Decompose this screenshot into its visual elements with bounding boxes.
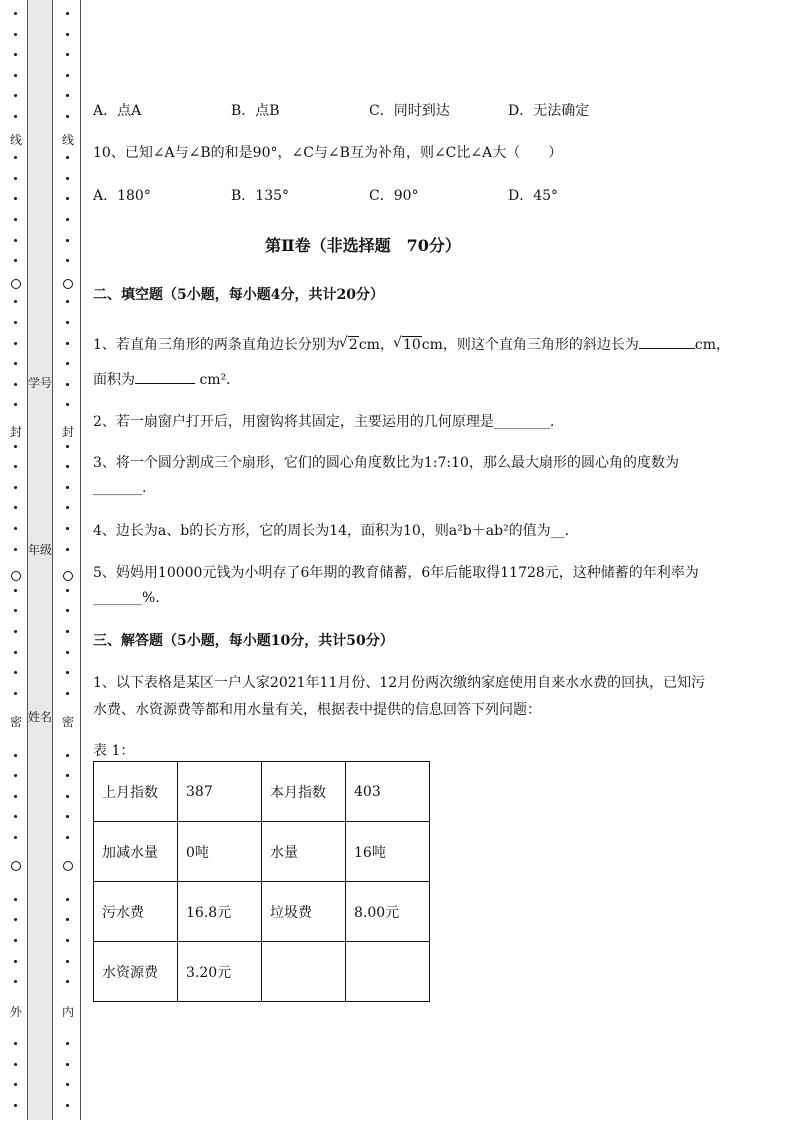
dot bbox=[66, 300, 69, 303]
part2-title: 第Ⅱ卷（非选择题 70分） bbox=[265, 236, 461, 255]
dot bbox=[14, 445, 17, 448]
dot bbox=[14, 259, 17, 262]
table-cell: 垃圾费 bbox=[262, 882, 346, 942]
dot bbox=[66, 960, 69, 963]
solve-heading: 三、解答题（5小题，每小题10分，共计50分） bbox=[93, 633, 394, 649]
dot bbox=[14, 692, 17, 695]
q10-option-c: C．90° bbox=[369, 188, 419, 204]
dot bbox=[14, 300, 17, 303]
fill-in-heading: 二、填空题（5小题，每小题4分，共计20分） bbox=[93, 287, 384, 303]
table-row bbox=[94, 762, 430, 822]
fill-q4: 4、边长为a、b的长方形，它的周长为14，面积为10，则a²b＋ab²的值为__． bbox=[93, 523, 579, 539]
dot bbox=[14, 239, 17, 242]
dot bbox=[14, 774, 17, 777]
cut-line-label: 封 bbox=[61, 425, 74, 439]
circle-mark-icon bbox=[11, 861, 21, 871]
fill-q3-line1: 3、将一个圆分割成三个扇形，它们的圆心角度数比为1:7:10，那么最大扇形的圆心角的度数为 bbox=[93, 455, 679, 471]
fill-q2: 2、若一扇窗户打开后，用窗钩将其固定，主要运用的几何原理是________. bbox=[93, 414, 555, 430]
dot bbox=[14, 53, 17, 56]
table-cell bbox=[262, 942, 346, 1002]
q9-option-c: C．同时到达 bbox=[369, 103, 450, 119]
fill-q5-line2: _______%. bbox=[93, 590, 160, 606]
dot bbox=[66, 898, 69, 901]
dot bbox=[14, 651, 17, 654]
dot bbox=[66, 74, 69, 77]
dot bbox=[14, 918, 17, 921]
dot bbox=[14, 33, 17, 36]
q9-option-a: A．点A bbox=[93, 103, 142, 119]
dot bbox=[14, 94, 17, 97]
dot bbox=[66, 506, 69, 509]
student-number-label: 学号 bbox=[28, 376, 53, 390]
dot bbox=[66, 197, 69, 200]
table-row bbox=[94, 822, 430, 882]
dot bbox=[66, 1042, 69, 1045]
dot bbox=[14, 836, 17, 839]
dot bbox=[14, 177, 17, 180]
dot bbox=[66, 156, 69, 159]
dot bbox=[66, 445, 69, 448]
dot bbox=[66, 362, 69, 365]
sqrt-symbol: √ 2 bbox=[340, 337, 359, 353]
circle-mark-icon bbox=[11, 279, 21, 289]
dot bbox=[14, 960, 17, 963]
dot bbox=[14, 1063, 17, 1066]
q10-option-a: A．180° bbox=[93, 188, 151, 204]
water-fee-table bbox=[93, 761, 430, 1002]
dot bbox=[14, 74, 17, 77]
dot bbox=[66, 53, 69, 56]
dot bbox=[66, 774, 69, 777]
dot bbox=[14, 383, 17, 386]
dot bbox=[14, 815, 17, 818]
dot bbox=[14, 548, 17, 551]
dot bbox=[66, 218, 69, 221]
dot bbox=[66, 589, 69, 592]
dot bbox=[14, 630, 17, 633]
table-cell: 16.8元 bbox=[178, 882, 262, 942]
dot bbox=[66, 177, 69, 180]
cut-line-label: 内 bbox=[61, 1005, 74, 1019]
dot bbox=[66, 671, 69, 674]
dot bbox=[14, 527, 17, 530]
dot bbox=[66, 239, 69, 242]
q9-option-d: D．无法确定 bbox=[508, 103, 590, 119]
table-row bbox=[94, 942, 430, 1002]
fill-q5-line1: 5、妈妈用10000元钱为小明存了6年期的教育储蓄，6年后能取得11728元，这种储蓄的年利率为 bbox=[93, 565, 699, 581]
dot bbox=[14, 342, 17, 345]
q10-option-b: B．135° bbox=[231, 188, 290, 204]
dot bbox=[66, 1104, 69, 1107]
answer-blank bbox=[639, 336, 695, 349]
q9-option-b: B．点B bbox=[231, 103, 280, 119]
table-cell: 加减水量 bbox=[94, 822, 178, 882]
solve-q1-line2: 水费、水资源费等都和用水量有关，根据表中提供的信息回答下列问题： bbox=[93, 702, 541, 718]
dot bbox=[66, 342, 69, 345]
dot bbox=[14, 362, 17, 365]
dot bbox=[66, 692, 69, 695]
dot bbox=[66, 815, 69, 818]
dot bbox=[14, 671, 17, 674]
dot bbox=[66, 259, 69, 262]
fill-q3-line2: _______. bbox=[93, 480, 147, 496]
dot bbox=[66, 548, 69, 551]
dot bbox=[66, 1083, 69, 1086]
table-cell: 上月指数 bbox=[94, 762, 178, 822]
dot bbox=[66, 754, 69, 757]
dot bbox=[14, 939, 17, 942]
cut-line-label: 密 bbox=[9, 715, 22, 729]
grade-label: 年级 bbox=[28, 543, 53, 557]
q10-stem: 10、已知∠A与∠B的和是90°，∠C与∠B互为补角，则∠C比∠A大（ ） bbox=[93, 145, 563, 161]
table-cell: 本月指数 bbox=[262, 762, 346, 822]
dot bbox=[14, 1083, 17, 1086]
dot bbox=[66, 486, 69, 489]
dot bbox=[14, 898, 17, 901]
dot bbox=[66, 33, 69, 36]
dot bbox=[14, 506, 17, 509]
circle-mark-icon bbox=[11, 571, 21, 581]
circle-mark-icon bbox=[63, 571, 73, 581]
dot bbox=[14, 589, 17, 592]
circle-mark-icon bbox=[63, 279, 73, 289]
dot bbox=[66, 383, 69, 386]
dot bbox=[14, 465, 17, 468]
table-cell: 8.00元 bbox=[346, 882, 430, 942]
table-cell: 403 bbox=[346, 762, 430, 822]
table-caption: 表 1： bbox=[93, 743, 135, 759]
outer-cut-line bbox=[8, 0, 24, 1123]
cut-line-label: 线 bbox=[9, 133, 22, 147]
dot bbox=[14, 980, 17, 983]
dot bbox=[66, 527, 69, 530]
dot bbox=[66, 918, 69, 921]
dot bbox=[14, 795, 17, 798]
dot bbox=[66, 836, 69, 839]
table-cell bbox=[346, 942, 430, 1002]
dot bbox=[66, 939, 69, 942]
dot bbox=[14, 218, 17, 221]
dot bbox=[66, 795, 69, 798]
q10-option-d: D．45° bbox=[508, 188, 559, 204]
dot bbox=[14, 486, 17, 489]
cut-line-label: 密 bbox=[61, 715, 74, 729]
dot bbox=[66, 115, 69, 118]
dot bbox=[14, 1042, 17, 1045]
dot bbox=[14, 115, 17, 118]
cut-line-label: 封 bbox=[9, 425, 22, 439]
name-label: 姓名 bbox=[28, 710, 53, 724]
dot bbox=[66, 12, 69, 15]
dot bbox=[14, 1104, 17, 1107]
dot bbox=[66, 1063, 69, 1066]
sqrt-symbol: √ 10 bbox=[394, 337, 422, 353]
table-cell: 3.20元 bbox=[178, 942, 262, 1002]
dot bbox=[66, 465, 69, 468]
dot bbox=[14, 403, 17, 406]
dot bbox=[66, 980, 69, 983]
circle-mark-icon bbox=[63, 861, 73, 871]
dot bbox=[14, 197, 17, 200]
table-row bbox=[94, 882, 430, 942]
dot bbox=[14, 609, 17, 612]
dot bbox=[14, 321, 17, 324]
table-cell: 水量 bbox=[262, 822, 346, 882]
dot bbox=[14, 754, 17, 757]
inner-border-line bbox=[80, 0, 81, 1120]
dot bbox=[66, 651, 69, 654]
fill-q1-line2: 面积为 cm²． bbox=[93, 372, 241, 388]
dot bbox=[14, 12, 17, 15]
table-cell: 387 bbox=[178, 762, 262, 822]
cut-line-label: 线 bbox=[61, 133, 74, 147]
dot bbox=[66, 609, 69, 612]
table-cell: 16吨 bbox=[346, 822, 430, 882]
fill-q1-line1: 1、若直角三角形的两条直角边长分别为√ 2cm，√ 10cm，则这个直角三角形的斜边长为 cm， bbox=[93, 334, 730, 354]
binding-strip bbox=[27, 0, 53, 1120]
dot bbox=[66, 94, 69, 97]
cut-line-label: 外 bbox=[9, 1005, 22, 1019]
table-cell: 水资源费 bbox=[94, 942, 178, 1002]
dot bbox=[14, 156, 17, 159]
solve-q1-line1: 1、以下表格是某区一户人家2021年11月份、12月份两次缴纳家庭使用自来水水费的回执，已知污 bbox=[93, 675, 706, 691]
dot bbox=[66, 403, 69, 406]
answer-blank bbox=[135, 371, 195, 384]
table-cell: 0吨 bbox=[178, 822, 262, 882]
dot bbox=[66, 321, 69, 324]
dot bbox=[66, 630, 69, 633]
inner-cut-line bbox=[60, 0, 76, 1123]
table-cell: 污水费 bbox=[94, 882, 178, 942]
